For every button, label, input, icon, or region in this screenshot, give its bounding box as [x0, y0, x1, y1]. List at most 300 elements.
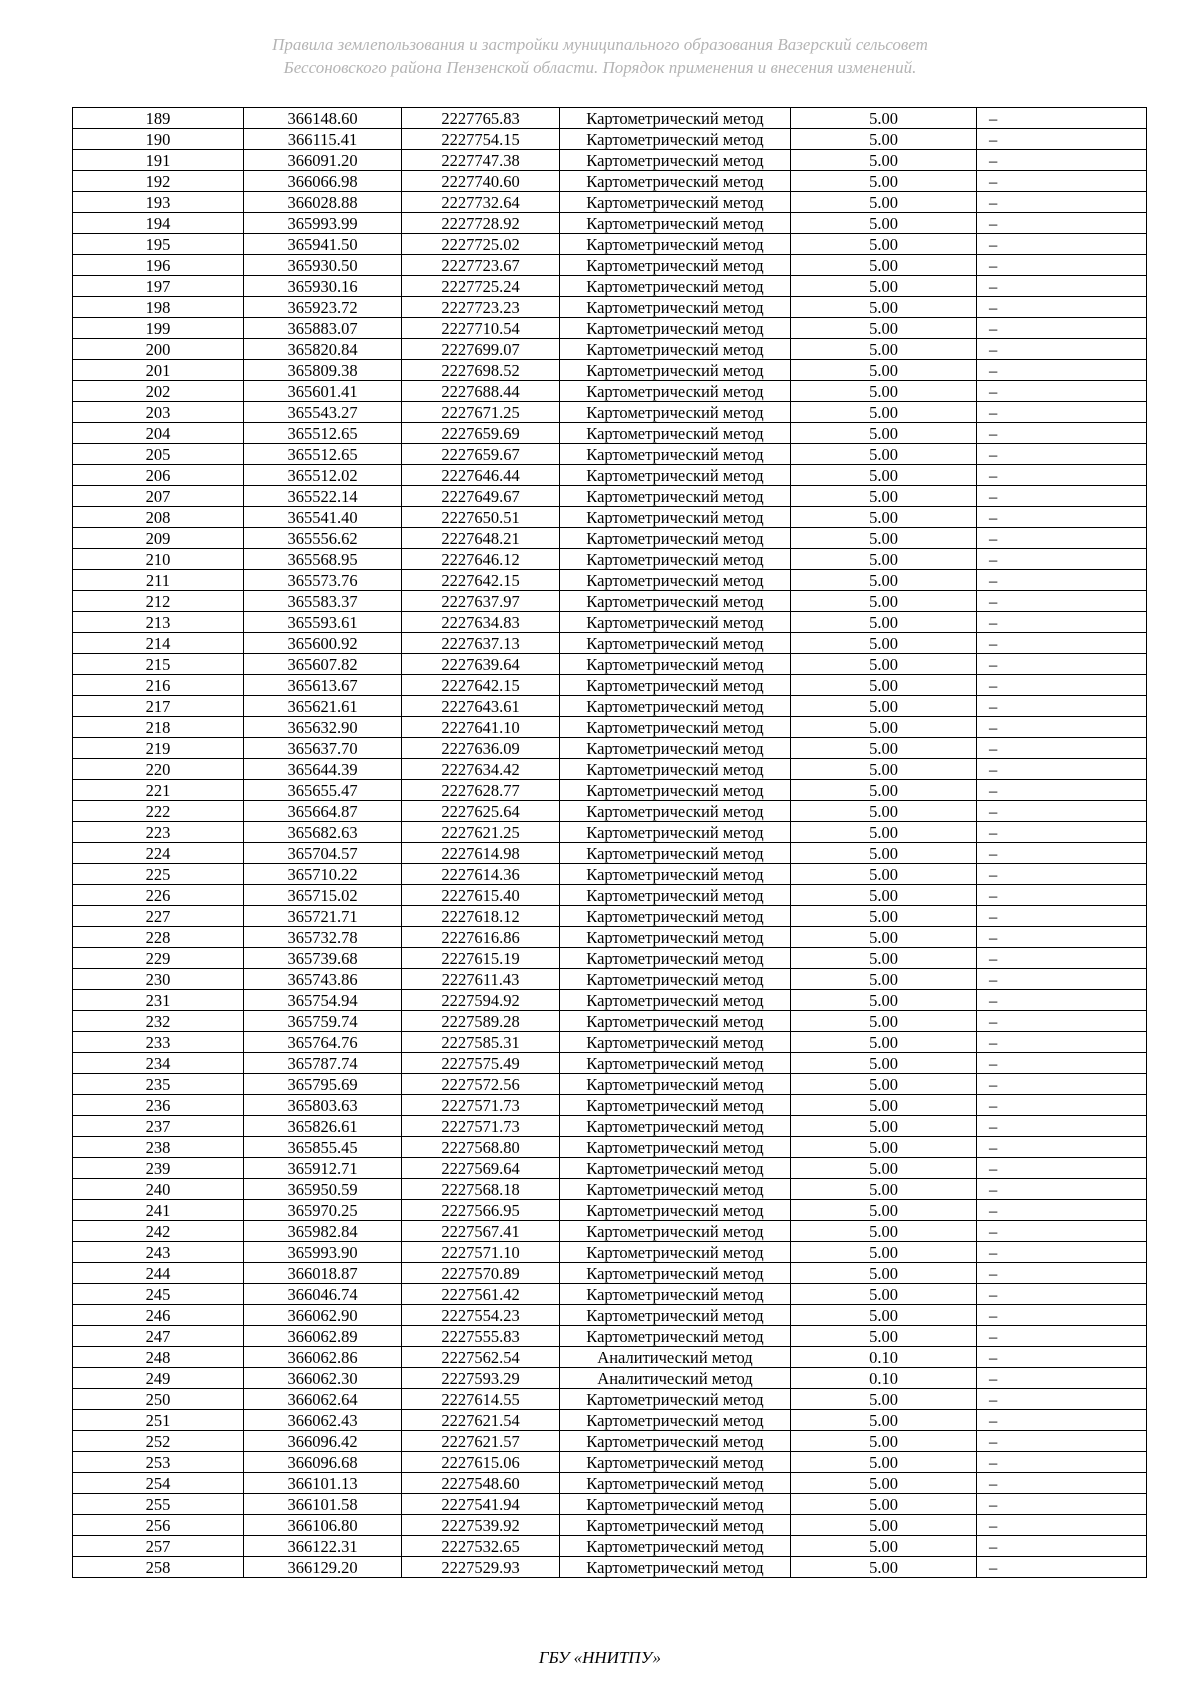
cell-coord-y: 2227561.42: [402, 1284, 560, 1305]
cell-coord-y: 2227659.69: [402, 423, 560, 444]
cell-method: Картометрический метод: [560, 1431, 791, 1452]
table-row: [73, 780, 1147, 801]
cell-precision: 5.00: [791, 213, 977, 234]
cell-error: –: [977, 1053, 1147, 1074]
cell-point-number: 215: [73, 654, 244, 675]
cell-point-number: 224: [73, 843, 244, 864]
cell-coord-x: 365715.02: [244, 885, 402, 906]
cell-coord-y: 2227625.64: [402, 801, 560, 822]
table-row: [73, 1053, 1147, 1074]
table-row: [73, 465, 1147, 486]
cell-error: –: [977, 990, 1147, 1011]
cell-coord-y: 2227575.49: [402, 1053, 560, 1074]
cell-error: –: [977, 927, 1147, 948]
table-row: [73, 150, 1147, 171]
cell-precision: 5.00: [791, 1494, 977, 1515]
cell-error: –: [977, 591, 1147, 612]
cell-coord-y: 2227634.42: [402, 759, 560, 780]
cell-point-number: 245: [73, 1284, 244, 1305]
cell-point-number: 199: [73, 318, 244, 339]
cell-precision: 5.00: [791, 1284, 977, 1305]
cell-point-number: 190: [73, 129, 244, 150]
cell-error: –: [977, 1326, 1147, 1347]
cell-coord-y: 2227539.92: [402, 1515, 560, 1536]
cell-error: –: [977, 612, 1147, 633]
cell-point-number: 248: [73, 1347, 244, 1368]
cell-error: –: [977, 108, 1147, 129]
cell-coord-y: 2227637.97: [402, 591, 560, 612]
cell-precision: 5.00: [791, 864, 977, 885]
cell-coord-y: 2227614.36: [402, 864, 560, 885]
cell-error: –: [977, 339, 1147, 360]
cell-coord-y: 2227572.56: [402, 1074, 560, 1095]
table-row: [73, 654, 1147, 675]
cell-method: Картометрический метод: [560, 822, 791, 843]
cell-point-number: 253: [73, 1452, 244, 1473]
cell-coord-x: 365583.37: [244, 591, 402, 612]
cell-point-number: 200: [73, 339, 244, 360]
cell-precision: 5.00: [791, 297, 977, 318]
cell-error: –: [977, 1515, 1147, 1536]
cell-point-number: 250: [73, 1389, 244, 1410]
cell-error: –: [977, 1116, 1147, 1137]
cell-method: Картометрический метод: [560, 864, 791, 885]
cell-precision: 5.00: [791, 780, 977, 801]
table-row: [73, 255, 1147, 276]
cell-method: Картометрический метод: [560, 1557, 791, 1578]
cell-coord-y: 2227639.64: [402, 654, 560, 675]
cell-coord-x: 365512.65: [244, 423, 402, 444]
table-row: [73, 1431, 1147, 1452]
cell-method: Картометрический метод: [560, 1389, 791, 1410]
cell-precision: 5.00: [791, 423, 977, 444]
cell-method: Картометрический метод: [560, 360, 791, 381]
cell-method: Картометрический метод: [560, 927, 791, 948]
cell-coord-x: 365787.74: [244, 1053, 402, 1074]
cell-method: Картометрический метод: [560, 738, 791, 759]
cell-point-number: 244: [73, 1263, 244, 1284]
cell-point-number: 198: [73, 297, 244, 318]
table-row: [73, 528, 1147, 549]
cell-point-number: 197: [73, 276, 244, 297]
cell-coord-x: 366091.20: [244, 150, 402, 171]
cell-precision: 5.00: [791, 129, 977, 150]
cell-error: –: [977, 255, 1147, 276]
cell-coord-y: 2227593.29: [402, 1368, 560, 1389]
table-row: [73, 990, 1147, 1011]
cell-precision: 5.00: [791, 759, 977, 780]
cell-coord-y: 2227541.94: [402, 1494, 560, 1515]
cell-point-number: 229: [73, 948, 244, 969]
table-row: [73, 108, 1147, 129]
cell-precision: 5.00: [791, 1326, 977, 1347]
cell-point-number: 252: [73, 1431, 244, 1452]
cell-method: Картометрический метод: [560, 1032, 791, 1053]
cell-point-number: 226: [73, 885, 244, 906]
cell-coord-x: 365613.67: [244, 675, 402, 696]
cell-point-number: 236: [73, 1095, 244, 1116]
table-row: [73, 423, 1147, 444]
cell-coord-x: 366129.20: [244, 1557, 402, 1578]
cell-method: Картометрический метод: [560, 948, 791, 969]
cell-coord-y: 2227548.60: [402, 1473, 560, 1494]
cell-coord-y: 2227659.67: [402, 444, 560, 465]
cell-error: –: [977, 1410, 1147, 1431]
table-row: [73, 696, 1147, 717]
cell-error: –: [977, 822, 1147, 843]
cell-coord-x: 366062.90: [244, 1305, 402, 1326]
cell-precision: 0.10: [791, 1347, 977, 1368]
cell-coord-y: 2227571.10: [402, 1242, 560, 1263]
cell-coord-x: 365764.76: [244, 1032, 402, 1053]
cell-precision: 5.00: [791, 1200, 977, 1221]
cell-precision: 5.00: [791, 1158, 977, 1179]
cell-point-number: 217: [73, 696, 244, 717]
cell-point-number: 216: [73, 675, 244, 696]
cell-coord-x: 365568.95: [244, 549, 402, 570]
cell-precision: 5.00: [791, 1452, 977, 1473]
cell-precision: 5.00: [791, 1242, 977, 1263]
cell-coord-y: 2227637.13: [402, 633, 560, 654]
cell-error: –: [977, 1431, 1147, 1452]
cell-method: Картометрический метод: [560, 969, 791, 990]
cell-point-number: 219: [73, 738, 244, 759]
cell-method: Картометрический метод: [560, 465, 791, 486]
cell-coord-y: 2227728.92: [402, 213, 560, 234]
cell-precision: 5.00: [791, 717, 977, 738]
cell-point-number: 211: [73, 570, 244, 591]
cell-error: –: [977, 528, 1147, 549]
cell-precision: 5.00: [791, 612, 977, 633]
cell-coord-y: 2227765.83: [402, 108, 560, 129]
cell-point-number: 234: [73, 1053, 244, 1074]
cell-method: Картометрический метод: [560, 507, 791, 528]
table-row: [73, 591, 1147, 612]
table-row: [73, 549, 1147, 570]
cell-point-number: 218: [73, 717, 244, 738]
cell-error: –: [977, 1473, 1147, 1494]
cell-point-number: 206: [73, 465, 244, 486]
cell-error: –: [977, 360, 1147, 381]
cell-coord-x: 365721.71: [244, 906, 402, 927]
cell-method: Картометрический метод: [560, 192, 791, 213]
cell-coord-x: 365573.76: [244, 570, 402, 591]
cell-coord-y: 2227568.18: [402, 1179, 560, 1200]
cell-coord-x: 365930.50: [244, 255, 402, 276]
cell-coord-x: 365600.92: [244, 633, 402, 654]
cell-method: Картометрический метод: [560, 780, 791, 801]
cell-precision: 5.00: [791, 1074, 977, 1095]
cell-error: –: [977, 1242, 1147, 1263]
cell-coord-y: 2227740.60: [402, 171, 560, 192]
cell-error: –: [977, 402, 1147, 423]
cell-point-number: 242: [73, 1221, 244, 1242]
cell-coord-y: 2227570.89: [402, 1263, 560, 1284]
coordinates-table-body: [73, 108, 1147, 1578]
cell-precision: 5.00: [791, 843, 977, 864]
cell-method: Картометрический метод: [560, 444, 791, 465]
cell-method: Картометрический метод: [560, 1074, 791, 1095]
cell-error: –: [977, 801, 1147, 822]
cell-coord-y: 2227529.93: [402, 1557, 560, 1578]
cell-precision: 5.00: [791, 465, 977, 486]
cell-point-number: 225: [73, 864, 244, 885]
cell-error: –: [977, 1368, 1147, 1389]
cell-precision: 5.00: [791, 633, 977, 654]
cell-error: –: [977, 1536, 1147, 1557]
cell-error: –: [977, 1137, 1147, 1158]
cell-coord-x: 365803.63: [244, 1095, 402, 1116]
cell-error: –: [977, 738, 1147, 759]
cell-error: –: [977, 1494, 1147, 1515]
cell-point-number: 237: [73, 1116, 244, 1137]
cell-method: Картометрический метод: [560, 213, 791, 234]
cell-coord-y: 2227615.19: [402, 948, 560, 969]
cell-error: –: [977, 1221, 1147, 1242]
cell-point-number: 255: [73, 1494, 244, 1515]
table-row: [73, 1515, 1147, 1536]
cell-method: Картометрический метод: [560, 108, 791, 129]
cell-point-number: 227: [73, 906, 244, 927]
cell-error: –: [977, 885, 1147, 906]
cell-coord-y: 2227614.98: [402, 843, 560, 864]
cell-coord-y: 2227732.64: [402, 192, 560, 213]
cell-coord-y: 2227554.23: [402, 1305, 560, 1326]
cell-precision: 5.00: [791, 1389, 977, 1410]
cell-method: Аналитический метод: [560, 1347, 791, 1368]
table-row: [73, 948, 1147, 969]
table-row: [73, 738, 1147, 759]
cell-error: –: [977, 1347, 1147, 1368]
cell-coord-x: 365855.45: [244, 1137, 402, 1158]
cell-error: –: [977, 1263, 1147, 1284]
cell-error: –: [977, 1389, 1147, 1410]
cell-method: Картометрический метод: [560, 1263, 791, 1284]
cell-error: –: [977, 297, 1147, 318]
cell-precision: 5.00: [791, 402, 977, 423]
cell-precision: 5.00: [791, 1515, 977, 1536]
cell-precision: 5.00: [791, 318, 977, 339]
table-row: [73, 1410, 1147, 1431]
cell-coord-x: 366115.41: [244, 129, 402, 150]
cell-coord-x: 366106.80: [244, 1515, 402, 1536]
cell-coord-y: 2227725.02: [402, 234, 560, 255]
cell-coord-y: 2227634.83: [402, 612, 560, 633]
page-footer: ГБУ «ННИТПУ»: [538, 1648, 662, 1667]
cell-coord-y: 2227621.57: [402, 1431, 560, 1452]
cell-point-number: 208: [73, 507, 244, 528]
cell-point-number: 254: [73, 1473, 244, 1494]
cell-method: Картометрический метод: [560, 1011, 791, 1032]
cell-coord-y: 2227754.15: [402, 129, 560, 150]
cell-precision: 5.00: [791, 234, 977, 255]
table-row: [73, 801, 1147, 822]
cell-precision: 0.10: [791, 1368, 977, 1389]
cell-coord-x: 365601.41: [244, 381, 402, 402]
cell-coord-x: 365993.90: [244, 1242, 402, 1263]
cell-error: –: [977, 1557, 1147, 1578]
cell-point-number: 191: [73, 150, 244, 171]
cell-method: Картометрический метод: [560, 801, 791, 822]
cell-precision: 5.00: [791, 255, 977, 276]
cell-point-number: 223: [73, 822, 244, 843]
cell-coord-x: 365739.68: [244, 948, 402, 969]
table-row: [73, 843, 1147, 864]
table-row: [73, 969, 1147, 990]
cell-method: Картометрический метод: [560, 759, 791, 780]
cell-precision: 5.00: [791, 1137, 977, 1158]
cell-error: –: [977, 1179, 1147, 1200]
cell-method: Картометрический метод: [560, 234, 791, 255]
table-row: [73, 675, 1147, 696]
table-row: [73, 1242, 1147, 1263]
cell-coord-y: 2227648.21: [402, 528, 560, 549]
cell-point-number: 233: [73, 1032, 244, 1053]
cell-coord-y: 2227747.38: [402, 150, 560, 171]
cell-method: Картометрический метод: [560, 150, 791, 171]
cell-coord-y: 2227710.54: [402, 318, 560, 339]
cell-point-number: 231: [73, 990, 244, 1011]
table-row: [73, 1179, 1147, 1200]
cell-coord-x: 365512.02: [244, 465, 402, 486]
cell-coord-y: 2227555.83: [402, 1326, 560, 1347]
cell-method: Картометрический метод: [560, 297, 791, 318]
cell-coord-x: 365883.07: [244, 318, 402, 339]
cell-precision: 5.00: [791, 570, 977, 591]
cell-method: Картометрический метод: [560, 696, 791, 717]
cell-error: –: [977, 234, 1147, 255]
cell-coord-x: 365820.84: [244, 339, 402, 360]
cell-point-number: 240: [73, 1179, 244, 1200]
table-row: [73, 507, 1147, 528]
cell-method: Аналитический метод: [560, 1368, 791, 1389]
table-row: [73, 1452, 1147, 1473]
cell-coord-y: 2227646.44: [402, 465, 560, 486]
table-row: [73, 1074, 1147, 1095]
cell-coord-y: 2227589.28: [402, 1011, 560, 1032]
cell-coord-y: 2227642.15: [402, 570, 560, 591]
cell-method: Картометрический метод: [560, 1326, 791, 1347]
cell-error: –: [977, 192, 1147, 213]
cell-error: –: [977, 654, 1147, 675]
cell-precision: 5.00: [791, 1011, 977, 1032]
cell-coord-x: 365593.61: [244, 612, 402, 633]
cell-point-number: 205: [73, 444, 244, 465]
cell-coord-x: 365704.57: [244, 843, 402, 864]
cell-coord-x: 365710.22: [244, 864, 402, 885]
cell-method: Картометрический метод: [560, 1473, 791, 1494]
cell-error: –: [977, 696, 1147, 717]
cell-precision: 5.00: [791, 948, 977, 969]
cell-coord-x: 366101.58: [244, 1494, 402, 1515]
cell-precision: 5.00: [791, 171, 977, 192]
table-row: [73, 885, 1147, 906]
cell-coord-y: 2227611.43: [402, 969, 560, 990]
cell-method: Картометрический метод: [560, 717, 791, 738]
cell-point-number: 189: [73, 108, 244, 129]
cell-precision: 5.00: [791, 927, 977, 948]
cell-method: Картометрический метод: [560, 1515, 791, 1536]
table-row: [73, 1557, 1147, 1578]
cell-error: –: [977, 150, 1147, 171]
cell-coord-y: 2227594.92: [402, 990, 560, 1011]
cell-precision: 5.00: [791, 108, 977, 129]
table-row: [73, 570, 1147, 591]
cell-coord-x: 366018.87: [244, 1263, 402, 1284]
cell-coord-y: 2227636.09: [402, 738, 560, 759]
cell-coord-y: 2227698.52: [402, 360, 560, 381]
cell-error: –: [977, 486, 1147, 507]
cell-error: –: [977, 1200, 1147, 1221]
cell-point-number: 232: [73, 1011, 244, 1032]
cell-coord-x: 365982.84: [244, 1221, 402, 1242]
cell-precision: 5.00: [791, 885, 977, 906]
cell-coord-y: 2227615.40: [402, 885, 560, 906]
cell-precision: 5.00: [791, 675, 977, 696]
table-row: [73, 402, 1147, 423]
table-row: [73, 318, 1147, 339]
cell-method: Картометрический метод: [560, 129, 791, 150]
table-row: [73, 234, 1147, 255]
cell-precision: 5.00: [791, 801, 977, 822]
cell-point-number: 193: [73, 192, 244, 213]
cell-coord-y: 2227571.73: [402, 1095, 560, 1116]
cell-point-number: 195: [73, 234, 244, 255]
cell-coord-x: 365522.14: [244, 486, 402, 507]
cell-coord-x: 365912.71: [244, 1158, 402, 1179]
cell-coord-y: 2227628.77: [402, 780, 560, 801]
cell-precision: 5.00: [791, 549, 977, 570]
cell-coord-x: 365556.62: [244, 528, 402, 549]
cell-coord-y: 2227723.23: [402, 297, 560, 318]
cell-coord-y: 2227562.54: [402, 1347, 560, 1368]
cell-method: Картометрический метод: [560, 1095, 791, 1116]
cell-coord-x: 365809.38: [244, 360, 402, 381]
cell-method: Картометрический метод: [560, 549, 791, 570]
cell-coord-x: 365637.70: [244, 738, 402, 759]
cell-method: Картометрический метод: [560, 381, 791, 402]
table-row: [73, 1263, 1147, 1284]
cell-error: –: [977, 318, 1147, 339]
cell-precision: 5.00: [791, 360, 977, 381]
cell-precision: 5.00: [791, 1221, 977, 1242]
cell-coord-x: 365993.99: [244, 213, 402, 234]
cell-error: –: [977, 171, 1147, 192]
cell-coord-x: 365621.61: [244, 696, 402, 717]
cell-method: Картометрический метод: [560, 1053, 791, 1074]
cell-method: Картометрический метод: [560, 1200, 791, 1221]
cell-coord-x: 365941.50: [244, 234, 402, 255]
cell-coord-x: 366066.98: [244, 171, 402, 192]
table-row: [73, 1200, 1147, 1221]
cell-error: –: [977, 129, 1147, 150]
table-row: [73, 1158, 1147, 1179]
cell-precision: 5.00: [791, 1431, 977, 1452]
cell-error: –: [977, 948, 1147, 969]
table-row: [73, 1137, 1147, 1158]
cell-precision: 5.00: [791, 339, 977, 360]
cell-method: Картометрический метод: [560, 1305, 791, 1326]
cell-error: –: [977, 1032, 1147, 1053]
table-row: [73, 633, 1147, 654]
cell-method: Картометрический метод: [560, 843, 791, 864]
cell-point-number: 243: [73, 1242, 244, 1263]
cell-point-number: 239: [73, 1158, 244, 1179]
cell-error: –: [977, 1074, 1147, 1095]
cell-error: –: [977, 906, 1147, 927]
table-row: [73, 486, 1147, 507]
cell-error: –: [977, 1158, 1147, 1179]
